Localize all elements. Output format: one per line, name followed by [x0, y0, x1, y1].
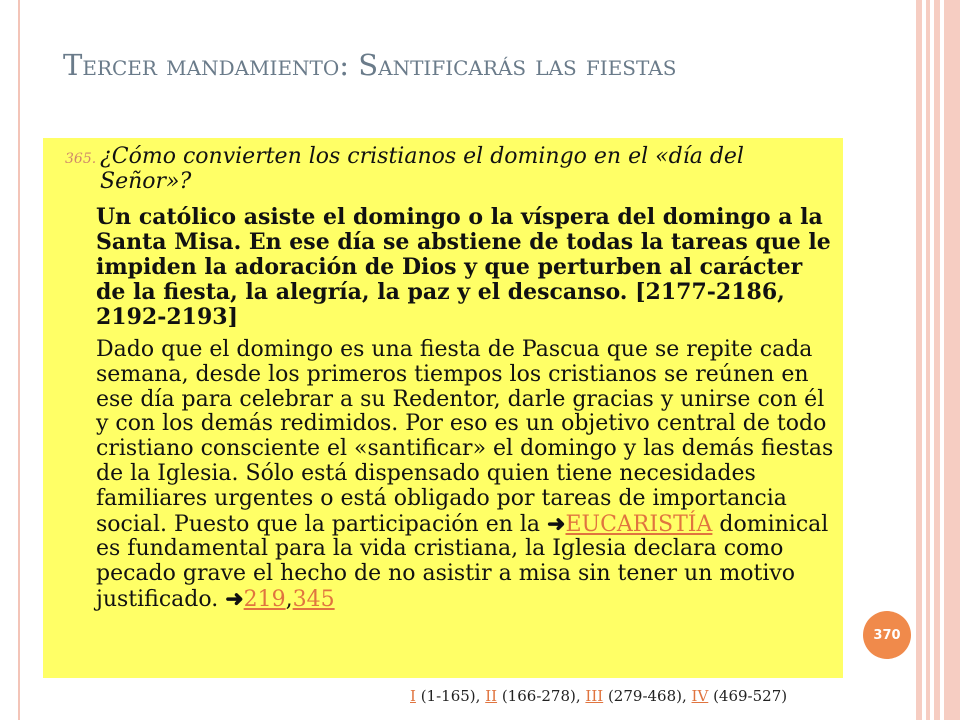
explanation-part-2: dominical es fundamental para la vida cristiana, la Iglesia declara como pecado grave el hecho de no asistir a misa sin tener un motivo justificado. — [96, 511, 829, 612]
footer-link-part-4[interactable]: IV — [691, 687, 709, 705]
footer-range-1: (1-165), — [415, 687, 486, 705]
link-eucaristia[interactable]: EUCARISTÍA — [565, 511, 713, 537]
left-border-line — [0, 0, 20, 720]
footer-navigation — [410, 687, 787, 705]
answer-text: Un católico asiste el domingo o la víspera del domingo a la Santa Misa. En ese día se abstiene de todas la tareas que le impiden la adoración de Dios y que perturben al carácter de la fiesta, la alegría, la paz y el descanso. [2177-2186, 2192-2193] — [96, 204, 831, 330]
link-separator: , — [285, 586, 293, 612]
footer-link-part-1[interactable]: I — [410, 687, 416, 705]
footer-range-3: (279-468), — [603, 687, 692, 705]
question-text: ¿Cómo convierten los cristianos el domingo en el «día del Señor»? — [100, 144, 744, 194]
slide-title: Tercer mandamiento: Santificarás las fiestas — [63, 48, 677, 82]
page-number-badge: 370 — [863, 611, 911, 659]
question-number: 365. — [65, 151, 97, 167]
arrow-right-icon: ➜ — [547, 510, 566, 537]
footer-range-4: (469-527) — [708, 687, 788, 705]
footer-link-part-3[interactable]: III — [585, 687, 604, 705]
decorative-stripes — [916, 0, 960, 720]
footer-link-part-2[interactable]: II — [485, 687, 498, 705]
explanation-part-1: Dado que el domingo es una fiesta de Pascua que se repite cada semana, desde los primeros tiempos los cristianos se reúnen en ese día para celebrar a su Redentor, darle gracias y unirse con él y con los demás redimidos. Por eso es un objetivo central de todo cristiano consciente el «santificar» el domingo y las demás fiestas de la Iglesia. Sólo está dispensado quien tiene necesidades familiares urgentes o está obligado por tareas de importancia social. Puesto que la participación en la — [96, 337, 834, 537]
explanation-text — [96, 338, 841, 613]
link-345[interactable]: 345 — [292, 586, 335, 612]
arrow-right-icon: ➜ — [225, 585, 244, 612]
footer-range-2: (166-278), — [497, 687, 586, 705]
link-219[interactable]: 219 — [243, 586, 286, 612]
